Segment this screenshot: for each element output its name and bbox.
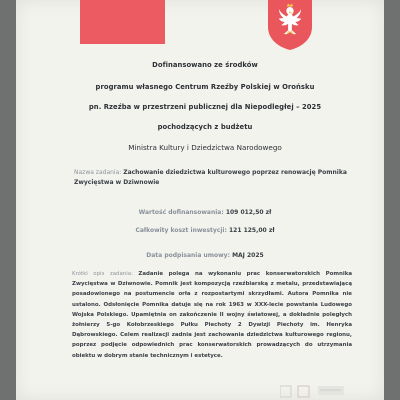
total-cost-value: 121 125,00 zł xyxy=(228,227,275,234)
description-label: Krótki opis zadania: xyxy=(72,271,133,277)
task-name-value: Zachowanie dziedzictwa kulturowego poprzez renowację Pomnika Zwycięstwa w Dziwnowie xyxy=(74,169,347,186)
contract-date-row xyxy=(40,252,370,259)
total-cost-row xyxy=(40,227,370,234)
heading-line-3: pn. Rzeźba w przestrzeni publicznej dla Niepodległej – 2025 xyxy=(88,103,322,111)
polish-eagle-emblem-icon xyxy=(262,0,318,50)
task-name-section xyxy=(74,168,354,188)
description-text: Zadanie polega na wykonaniu prac konserwatorskich Pomnika Zwycięstwa w Dziwnowie. Pomnik jest kompozycją rzeźbiarską z metalu, przedstawiającą posadowionego na postumencie orła z rozpostartymi skrzydłami. Autora Pomnika nie ustalono. Odsłonięcie Pomnika datuje się na rok 1963 w XXX-lecie powstania Ludowego Wojska Polskiego. Upamiętnia on zakończenie II wojny światowej, a dokładnie poległych żołnierzy 5-go Kołobrzeskiego Pułku Piechoty 2 Dywizji Piechoty im. Henryka Dąbrowskiego. Celem realizacji zadnia jest zachowania dziedzictwa kulturowego regionu, poprzez podjęcie odpowiednich prac konserwatorskich prowadzących do utrzymania obiektu w dobrym stanie technicznym i estetyce. xyxy=(72,271,353,359)
ministry-name: Ministra Kultury i Dziedzictwa Narodowego xyxy=(128,143,282,152)
total-cost-label: Całkowity koszt inwestycji: xyxy=(135,227,227,234)
heading-line-2: programu własnego Centrum Rzeźby Polskiej w Orońsku xyxy=(95,83,315,91)
funding-value: 109 012,50 zł xyxy=(225,209,272,216)
partner-logos-icon xyxy=(280,382,348,400)
task-description xyxy=(72,269,352,361)
funding-row xyxy=(40,209,370,216)
heading-line-4: pochodzących z budżetu xyxy=(157,123,253,131)
contract-date-label: Data podpisania umowy: xyxy=(146,252,230,259)
funding-label: Wartość dofinansowania: xyxy=(138,209,224,216)
information-board xyxy=(16,0,384,400)
task-name-label: Nazwa zadania: xyxy=(74,169,122,176)
contract-date-value: MAJ 2025 xyxy=(232,252,264,259)
heading-line-1: Dofinansowano ze środków xyxy=(152,61,258,69)
polish-flag-icon xyxy=(80,0,165,44)
